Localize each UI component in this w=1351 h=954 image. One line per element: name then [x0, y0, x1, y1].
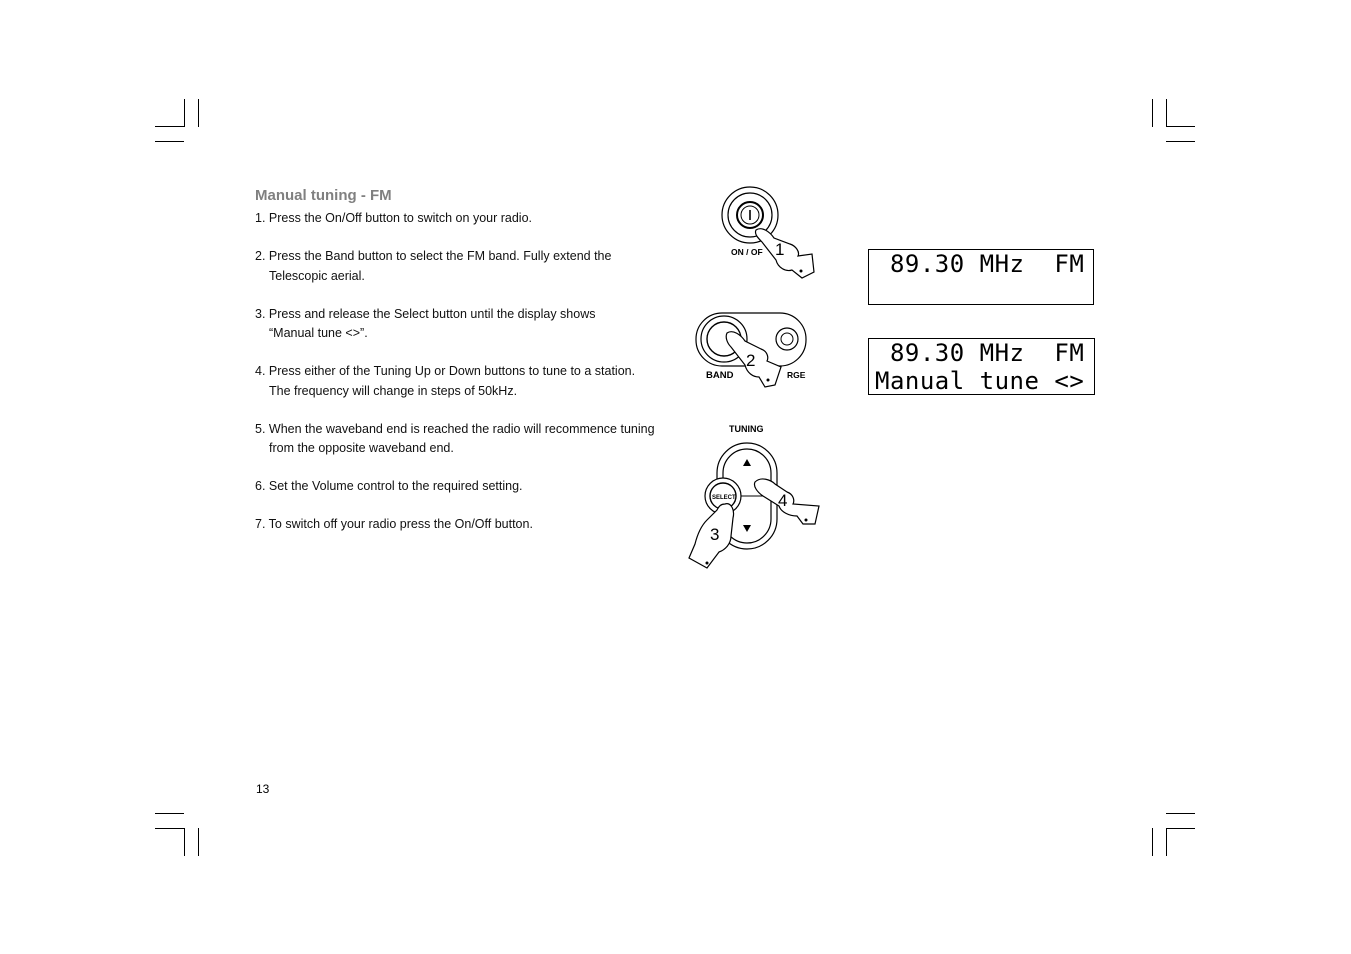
onoff-illustration	[700, 180, 830, 280]
band-label: BAND	[706, 370, 734, 381]
step-number-1: 1	[775, 240, 785, 259]
step-number-3: 3	[710, 525, 720, 544]
lcd-line-1: 89.30 MHz FM	[875, 339, 1085, 367]
step-text: 7. To switch off your radio press the On/Off button.	[255, 517, 533, 531]
step-text-continued: The frequency will change in steps of 50kHz.	[269, 383, 518, 398]
step-number-4: 4	[778, 491, 788, 510]
charge-label: RGE	[787, 370, 806, 380]
tuning-illustration	[685, 420, 835, 580]
step-4	[255, 362, 675, 401]
step-text: 5. When the waveband end is reached the radio will recommence tuning	[255, 421, 655, 436]
step-text-continued: from the opposite waveband end.	[269, 441, 454, 455]
band-illustration	[695, 305, 825, 405]
pointing-hand-icon	[755, 229, 814, 278]
step-text: 2. Press the Band button to select the FM band. Fully extend the	[255, 249, 612, 263]
step-6	[255, 477, 675, 497]
step-3	[255, 305, 675, 344]
step-number-2: 2	[746, 351, 756, 370]
step-text-continued: Telescopic aerial.	[269, 268, 365, 283]
step-7	[255, 515, 675, 535]
lcd-line-1: 89.30 MHz FM	[875, 250, 1085, 278]
step-text: 4. Press either of the Tuning Up or Down buttons to tune to a station.	[255, 364, 636, 378]
step-1	[255, 209, 675, 229]
tuning-label: TUNING	[729, 424, 764, 434]
lcd-display-frequency	[868, 249, 1094, 305]
lcd-display-manual-tune	[868, 338, 1095, 395]
step-text: 6. Set the Volume control to the required setting.	[255, 479, 523, 493]
step-text-continued: “Manual tune <>”.	[269, 326, 368, 340]
step-text: 1. Press the On/Off button to switch on your radio.	[255, 211, 532, 225]
instruction-list	[255, 209, 675, 553]
lcd-line-2: Manual tune <>	[875, 367, 1085, 395]
select-label: SELECT	[712, 495, 736, 501]
section-title: Manual tuning - FM	[255, 187, 392, 204]
step-2	[255, 247, 675, 286]
page-number: 13	[256, 782, 270, 796]
step-5	[255, 420, 675, 459]
onoff-label: ON / OF	[731, 247, 763, 257]
step-text: 3. Press and release the Select button until the display shows	[255, 306, 596, 321]
